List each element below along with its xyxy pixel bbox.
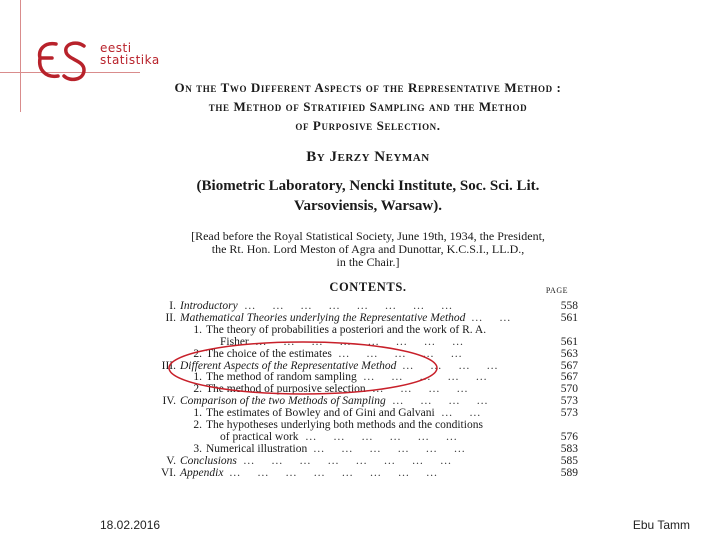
toc-row (148, 312, 578, 324)
toc-leader-dots: … … … … (372, 383, 485, 396)
paper-affiliation (148, 176, 588, 216)
toc-page-number: 567 (560, 371, 578, 384)
paper-scan (148, 78, 588, 479)
read-line-2: the Rt. Hon. Lord Meston of Agra and Dunottar, K.C.S.I., LL.D., (211, 242, 525, 256)
toc-row (148, 300, 578, 312)
toc-row (148, 443, 578, 455)
toc-page-number: 558 (560, 300, 578, 312)
toc-page-number: 561 (560, 311, 578, 324)
toc-page-number: 563 (560, 347, 578, 360)
toc-label: Introductory (180, 300, 238, 312)
contents-heading: CONTENTS. (329, 280, 407, 294)
logo-wordmark (100, 42, 160, 66)
title-line-2: the Method of Stratified Sampling and the Method (208, 99, 528, 114)
toc-leader-dots: … … … … (392, 395, 505, 408)
toc-leader-dots: … … (441, 407, 498, 420)
toc-leader-dots: … … … … … … … … (255, 335, 480, 348)
logo-vertical-line (20, 0, 21, 112)
toc-leader-dots: … … … … (402, 359, 515, 372)
highlight-ellipse (166, 339, 440, 397)
toc-row (148, 407, 578, 419)
toc-page-number: 573 (560, 395, 578, 408)
page-column-heading: PAGE (545, 286, 568, 295)
logo-es-mark (34, 36, 90, 88)
toc-label: The method of purposive selection (206, 383, 366, 396)
read-line-1: [Read before the Royal Statistical Society, June 19th, 1934, the President, (191, 229, 545, 243)
title-line-1: On the Two Different Aspects of the Representative Method : (174, 80, 562, 95)
toc-label: Numerical illustration (206, 442, 308, 455)
toc-label: Appendix (180, 466, 224, 479)
toc-number: IV. (162, 395, 176, 408)
toc-leader-dots: … … … … … (363, 371, 504, 384)
toc-page-number: 567 (560, 359, 578, 372)
toc-number: 1. (193, 371, 202, 384)
paper-byline: By Jerzy Neyman (306, 149, 430, 165)
toc-leader-dots: … … … … … … (313, 442, 482, 455)
toc-label: The hypotheses underlying both methods and the conditions (206, 419, 483, 431)
toc-label: The theory of probabilities a posteriori and the work of R. A. (206, 323, 487, 336)
toc-number: V. (166, 454, 176, 467)
footer-date: 18.02.2016 (100, 518, 161, 532)
toc-number: 1. (193, 323, 202, 336)
toc-leader-dots: … … … … … … … … (243, 454, 468, 467)
toc-leader-dots: … … … … … (338, 347, 479, 360)
toc-page-number: 583 (560, 442, 578, 455)
toc-row (148, 324, 578, 336)
toc-label: The choice of the estimates (206, 347, 332, 360)
read-line-3: in the Chair.] (336, 255, 400, 269)
toc-page-number: 576 (560, 430, 578, 443)
toc-label: Different Aspects of the Representative Method (180, 359, 397, 372)
toc-label: Mathematical Theories underlying the Representative Method (180, 311, 466, 324)
toc-number: 2. (193, 383, 202, 396)
paper-read-note (148, 230, 588, 269)
toc-page-number: 561 (560, 335, 578, 348)
toc-label: Conclusions (180, 454, 237, 467)
toc-number: III. (161, 359, 176, 372)
toc-row (148, 419, 578, 431)
affiliation-line-1: (Biometric Laboratory, Nencki Institute, Soc. Sci. Lit. (196, 178, 540, 194)
logo-text-line1: eesti (100, 41, 132, 55)
paper-title (148, 78, 588, 135)
toc-page-number: 573 (560, 407, 578, 420)
toc-label: of practical work (220, 430, 299, 443)
toc-number: 2. (193, 347, 202, 360)
affiliation-line-2: Varsoviensis, Warsaw). (294, 198, 442, 214)
toc-label: The estimates of Bowley and of Gini and Galvani (206, 407, 435, 420)
toc-number: II. (165, 311, 176, 324)
toc-row (148, 431, 578, 443)
toc-number: VI. (160, 466, 176, 479)
toc-leader-dots: … … (471, 311, 528, 324)
logo-text-line2: statistika (100, 53, 160, 67)
toc-leader-dots: … … … … … … (305, 430, 474, 443)
toc-row (148, 455, 578, 467)
toc-page-number: 589 (560, 466, 578, 479)
toc-number: 1. (193, 407, 202, 420)
toc-page-number: 585 (560, 454, 578, 467)
toc-label: The method of random sampling (206, 371, 357, 384)
title-line-3: of Purposive Selection. (295, 118, 441, 133)
toc-label: Comparison of the two Methods of Sampling (180, 395, 386, 408)
toc-leader-dots: … … … … … … … … (229, 466, 454, 479)
toc-row (148, 467, 578, 479)
toc-label: Fisher (220, 335, 249, 348)
footer-author: Ebu Tamm (632, 518, 690, 532)
toc-leader-dots: … … … … … … … … (244, 300, 469, 312)
toc-page-number: 570 (560, 383, 578, 396)
toc-number: I. (169, 300, 176, 312)
toc-number: 3. (193, 442, 202, 455)
toc-number: 2. (193, 419, 202, 431)
